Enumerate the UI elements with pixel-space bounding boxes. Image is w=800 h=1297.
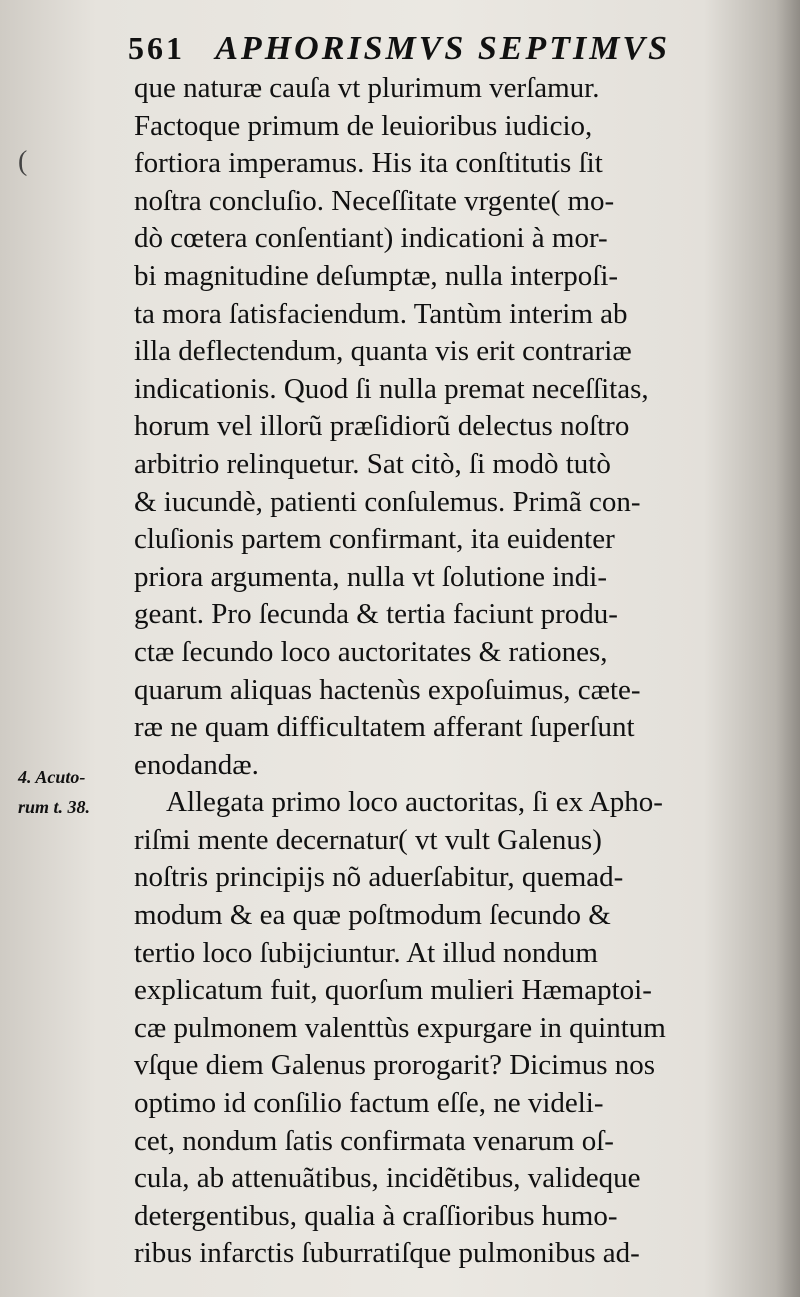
- running-header: [128, 30, 708, 70]
- text-line-paragraph-start: Allegata primo loco auctoritas, ſi ex Apho-: [166, 786, 663, 819]
- text-line: cluſionis partem confirmant, ita euidenter: [134, 523, 615, 556]
- text-line: modum & ea quæ poſtmodum ſecundo &: [134, 899, 611, 932]
- text-line: noſtris principijs nõ aduerſabitur, quemad-: [134, 861, 624, 894]
- text-line: que naturæ cauſa vt plurimum verſamur.: [134, 72, 600, 104]
- text-line: optimo id conſilio factum eſſe, ne videli-: [134, 1087, 604, 1120]
- text-line: vſque diem Galenus prorogarit? Dicimus nos: [134, 1049, 656, 1082]
- text-line: riſmi mente decernatur( vt vult Galenus): [134, 823, 602, 856]
- running-title: APHORISMVS SEPTIMVS: [215, 30, 671, 67]
- text-line: & iucundè, patienti conſulemus. Primã con-: [134, 485, 641, 518]
- text-line: enodandæ.: [134, 748, 259, 781]
- text-line: quarum aliquas hactenùs expoſuimus, cæte-: [134, 673, 641, 706]
- text-line: Factoque primum de leuioribus iudicio,: [134, 109, 593, 142]
- text-line: detergentibus, qualia à craſſioribus humo-: [134, 1199, 618, 1232]
- text-line: geant. Pro ſecunda & tertia faciunt produ-: [134, 598, 618, 631]
- text-line: bi magnitudine deſumptæ, nulla interpoſi-: [134, 259, 619, 292]
- text-line: noſtra concluſio. Neceſſitate vrgente( mo-: [134, 184, 615, 217]
- text-line: cæ pulmonem valenttùs expurgare in quintum: [134, 1011, 666, 1044]
- text-line: ribus infarctis ſuburratiſque pulmonibus ad-: [134, 1237, 640, 1270]
- text-line: ræ ne quam difficultatem afferant ſuperſunt: [134, 711, 635, 744]
- text-line: ctæ ſecundo loco auctoritates & rationes,: [134, 635, 608, 668]
- margin-citation: [18, 762, 138, 822]
- text-line: arbitrio relinquetur. Sat citò, ſi modò tutò: [134, 447, 611, 480]
- text-line: priora argumenta, nulla vt ſolutione indi-: [134, 560, 608, 593]
- text-line: dò cœtera conſentiant) indicationi à mor-: [134, 222, 608, 255]
- text-line: cet, nondum ſatis confirmata venarum oſ-: [134, 1124, 614, 1157]
- text-line: horum vel illorũ præſidiorũ delectus noſtro: [134, 410, 630, 443]
- text-line: fortiora imperamus. His ita conſtitutis ſit: [134, 147, 603, 180]
- text-line: cula, ab attenuãtibus, incidẽtibus, valideque: [134, 1162, 641, 1195]
- text-line: tertio loco ſubijciuntur. At illud nondum: [134, 936, 598, 969]
- text-line: illa deflectendum, quanta vis erit contrariæ: [134, 335, 632, 368]
- text-line: ta mora ſatisfaciendum. Tantùm interim ab: [134, 297, 628, 330]
- margin-mark: (: [18, 146, 28, 177]
- margin-citation-line-1: 4. Acuto-: [18, 767, 86, 787]
- page-number: 561: [128, 30, 185, 66]
- margin-citation-line-2: rum t. 38.: [18, 797, 91, 817]
- text-line: indicationis. Quod ſi nulla premat neceſſitas,: [134, 372, 649, 405]
- text-line: explicatum fuit, quorſum mulieri Hæmaptoi-: [134, 974, 652, 1007]
- body-text: [134, 70, 734, 1273]
